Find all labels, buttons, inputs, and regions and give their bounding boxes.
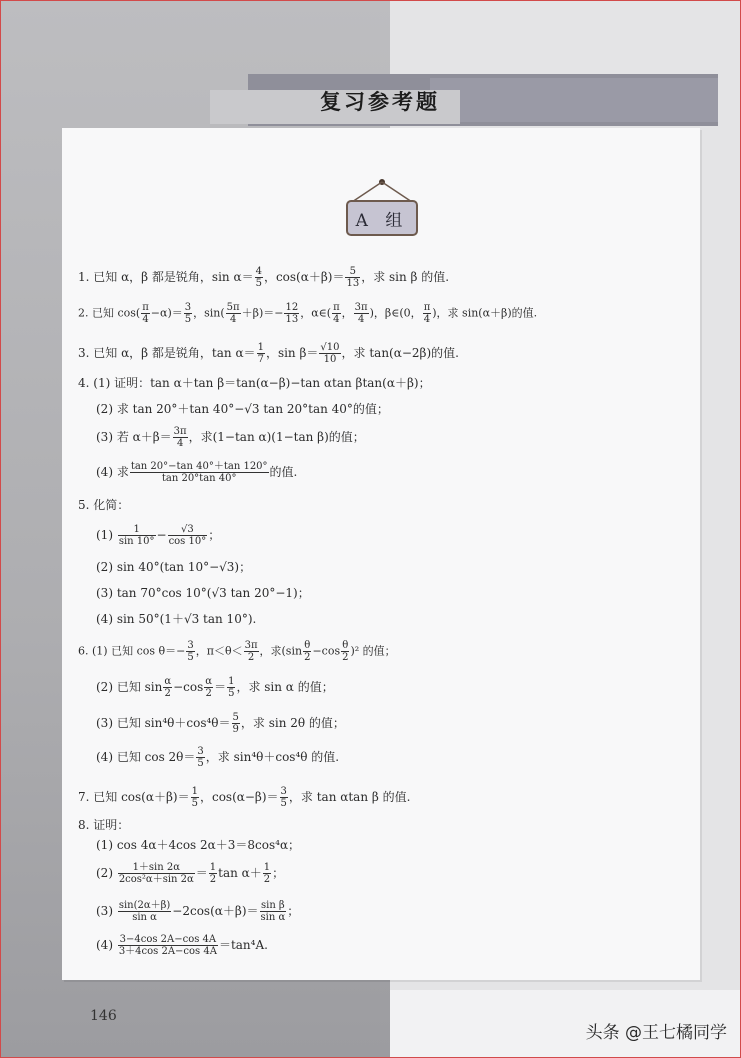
denominator: 5 — [184, 314, 192, 325]
problem-6-3 — [96, 712, 345, 735]
problem-5-1 — [96, 524, 220, 547]
text: −cos — [173, 680, 204, 694]
text: ＝tan⁴A. — [218, 938, 268, 952]
problem-8-2 — [96, 862, 284, 885]
fraction — [226, 302, 241, 325]
text: ，求 sin α 的值； — [236, 680, 334, 694]
text: )，β∈(0， — [369, 306, 422, 320]
denominator: sin α — [260, 912, 286, 923]
denominator: 10 — [323, 354, 337, 365]
fraction — [141, 302, 150, 325]
denominator: 4 — [333, 314, 340, 325]
problem-5-3: (3) tan 70°cos 10°(√3 tan 20°−1)； — [96, 586, 310, 600]
fraction — [173, 426, 188, 449]
denominator: 2 — [164, 688, 171, 699]
text: ； — [287, 904, 300, 918]
numerator: π — [142, 302, 149, 313]
fraction — [341, 640, 349, 663]
watermark: 头条 @王七橘同学 — [585, 1023, 727, 1043]
fraction — [284, 302, 299, 325]
fraction — [227, 676, 235, 699]
denominator: 3＋4cos 2A−cos 4A — [118, 946, 217, 957]
problem-6-1 — [78, 640, 396, 663]
denominator: 2cos²α＋sin 2α — [118, 874, 194, 885]
fraction — [423, 302, 432, 325]
text: 6. (1) 已知 cos θ＝− — [78, 644, 186, 658]
fraction — [196, 746, 204, 769]
fraction — [303, 640, 311, 663]
denominator: 4 — [357, 314, 365, 325]
numerator: 12 — [285, 302, 299, 313]
numerator: α — [164, 676, 172, 687]
denominator: 4 — [423, 314, 431, 325]
numerator: 4 — [255, 266, 262, 277]
numerator: 1 — [257, 342, 264, 353]
text: ； — [272, 866, 285, 880]
problem-2 — [78, 302, 537, 325]
numerator: 1 — [191, 786, 198, 797]
numerator: π — [423, 302, 431, 313]
fraction — [184, 302, 192, 325]
text: (3) 已知 sin⁴θ＋cos⁴θ＝ — [96, 716, 231, 730]
fraction — [118, 934, 218, 957]
text: (3) 若 α＋β＝ — [96, 430, 172, 444]
text: ，π＜θ＜ — [195, 644, 243, 658]
numerator: 3 — [280, 786, 287, 797]
denominator: cos 10° — [168, 536, 207, 547]
fraction — [209, 862, 217, 885]
text: ； — [208, 528, 221, 542]
denominator: 5 — [280, 798, 287, 809]
denominator: 5 — [191, 798, 198, 809]
text: ，求 sin β 的值. — [361, 270, 450, 284]
problem-8-head: 8. 证明： — [78, 818, 130, 832]
numerator: 5 — [232, 712, 239, 723]
numerator: tan 20°−tan 40°＋tan 120° — [130, 461, 268, 472]
problem-8-4 — [96, 934, 268, 957]
text: (2) 已知 sin — [96, 680, 163, 694]
denominator: 13 — [346, 278, 360, 289]
fraction — [260, 900, 287, 923]
denominator: 2 — [205, 688, 212, 699]
fraction — [186, 640, 194, 663]
fraction — [118, 862, 195, 885]
fraction — [118, 524, 156, 547]
denominator: sin α — [132, 912, 157, 923]
numerator: 1 — [209, 862, 217, 873]
problem-4-2: (2) 求 tan 20°＋tan 40°−√3 tan 20°tan 40°的值； — [96, 402, 389, 416]
numerator: 1 — [118, 524, 156, 536]
text: ，求(sin — [259, 644, 303, 658]
numerator: 1 — [228, 676, 235, 687]
fraction — [232, 712, 240, 735]
denominator: sin 10° — [118, 536, 155, 547]
problem-8-3 — [96, 900, 299, 923]
numerator: 1 — [263, 862, 271, 873]
text: ＋β)＝− — [241, 306, 284, 320]
fraction — [263, 862, 271, 885]
text: ，sin β＝ — [265, 346, 319, 360]
text: ，求 sin⁴θ＋cos⁴θ 的值. — [205, 750, 340, 764]
group-label-sign: A 组 — [346, 200, 418, 236]
fraction — [257, 342, 265, 365]
text: −α)＝ — [150, 306, 183, 320]
numerator: 3 — [187, 640, 194, 651]
numerator: √10 — [320, 342, 340, 353]
fraction — [280, 786, 288, 809]
denominator: 2 — [209, 874, 217, 885]
text: (2) — [96, 866, 117, 880]
fraction — [354, 302, 369, 325]
text: ＝ — [195, 866, 208, 880]
numerator: θ — [304, 640, 311, 651]
problem-6-4 — [96, 746, 339, 769]
page-title: 复习参考题 — [320, 89, 440, 114]
denominator: 5 — [197, 758, 204, 769]
numerator: √3 — [168, 524, 208, 536]
text: 7. 已知 cos(α＋β)＝ — [78, 790, 190, 804]
denominator: 2 — [342, 652, 349, 663]
text: ，求 tan(α−2β)的值. — [341, 346, 459, 360]
text: ，求(1−tan α)(1−tan β)的值； — [188, 430, 365, 444]
denominator: tan 20°tan 40° — [161, 473, 237, 484]
problem-3 — [78, 342, 459, 365]
denominator: 5 — [255, 278, 262, 289]
numerator: 1＋sin 2α — [118, 862, 195, 874]
text: (3) — [96, 904, 117, 918]
numerator: π — [333, 302, 340, 313]
text: −cos — [312, 644, 341, 658]
fraction — [191, 786, 199, 809]
text: tan α＋ — [218, 866, 262, 880]
numerator: sin β — [260, 900, 285, 911]
numerator: 3 — [197, 746, 204, 757]
denominator: 4 — [142, 314, 149, 325]
fraction — [345, 266, 360, 289]
fraction — [163, 676, 172, 699]
text: 2. 已知 cos( — [78, 306, 141, 320]
text: (4) 求 — [96, 465, 129, 479]
text: 1. 已知 α，β 都是锐角，sin α＝ — [78, 270, 254, 284]
numerator: sin(2α＋β) — [118, 900, 171, 911]
text: (4) — [96, 938, 117, 952]
numerator: 3 — [184, 302, 192, 313]
numerator: 3π — [354, 302, 368, 313]
problem-1 — [78, 266, 449, 289]
numerator: 5 — [345, 266, 360, 278]
text: ，sin( — [193, 306, 225, 320]
denominator: 4 — [176, 438, 184, 449]
text: (4) 已知 cos 2θ＝ — [96, 750, 196, 764]
denominator: 5 — [187, 652, 194, 663]
text: ，cos(α＋β)＝ — [263, 270, 345, 284]
problem-4-4 — [96, 461, 297, 484]
text: )² 的值； — [350, 644, 396, 658]
text: (1) — [96, 528, 117, 542]
title-band-accent — [430, 78, 718, 122]
numerator: 5π — [226, 302, 240, 313]
denominator: 5 — [228, 688, 235, 699]
denominator: 13 — [285, 314, 299, 325]
denominator: 4 — [229, 314, 237, 325]
text: )，求 sin(α＋β)的值. — [432, 306, 538, 320]
fraction — [244, 640, 259, 663]
fraction — [168, 524, 208, 547]
numerator: θ — [342, 640, 349, 651]
text: ＝ — [214, 680, 227, 694]
text: ，求 sin 2θ 的值； — [240, 716, 345, 730]
text: ， — [341, 306, 353, 320]
fraction — [332, 302, 341, 325]
numerator: α — [205, 676, 213, 687]
text: −2cos(α＋β)＝ — [172, 904, 259, 918]
text: ，α∈( — [300, 306, 332, 320]
text: − — [156, 528, 167, 542]
problem-5-2: (2) sin 40°(tan 10°−√3)； — [96, 560, 252, 574]
numerator: 3−4cos 2A−cos 4A — [119, 934, 217, 945]
fraction — [255, 266, 263, 289]
numerator: 3π — [173, 426, 187, 437]
text: ，求 tan αtan β 的值. — [288, 790, 411, 804]
problem-7 — [78, 786, 410, 809]
fraction — [118, 900, 171, 923]
text: 3. 已知 α，β 都是锐角，tan α＝ — [78, 346, 256, 360]
problem-4-1: 4. (1) 证明：tan α＋tan β＝tan(α−β)−tan αtan βtan(α＋β)； — [78, 376, 431, 390]
fraction — [130, 461, 269, 484]
problem-5-head: 5. 化简： — [78, 498, 130, 512]
denominator: 9 — [232, 724, 239, 735]
numerator: 3π — [244, 640, 258, 651]
denominator: 2 — [247, 652, 255, 663]
denominator: 7 — [257, 354, 264, 365]
problem-8-1: (1) cos 4α＋4cos 2α＋3＝8cos⁴α； — [96, 838, 301, 852]
page-number: 146 — [90, 1008, 117, 1024]
problem-6-2 — [96, 676, 334, 699]
text: 的值. — [269, 465, 298, 479]
problem-5-4: (4) sin 50°(1＋√3 tan 10°). — [96, 612, 257, 626]
problem-4-3 — [96, 426, 365, 449]
text: ，cos(α−β)＝ — [199, 790, 279, 804]
denominator: 2 — [263, 874, 271, 885]
denominator: 2 — [304, 652, 311, 663]
fraction — [204, 676, 213, 699]
fraction — [319, 342, 340, 365]
